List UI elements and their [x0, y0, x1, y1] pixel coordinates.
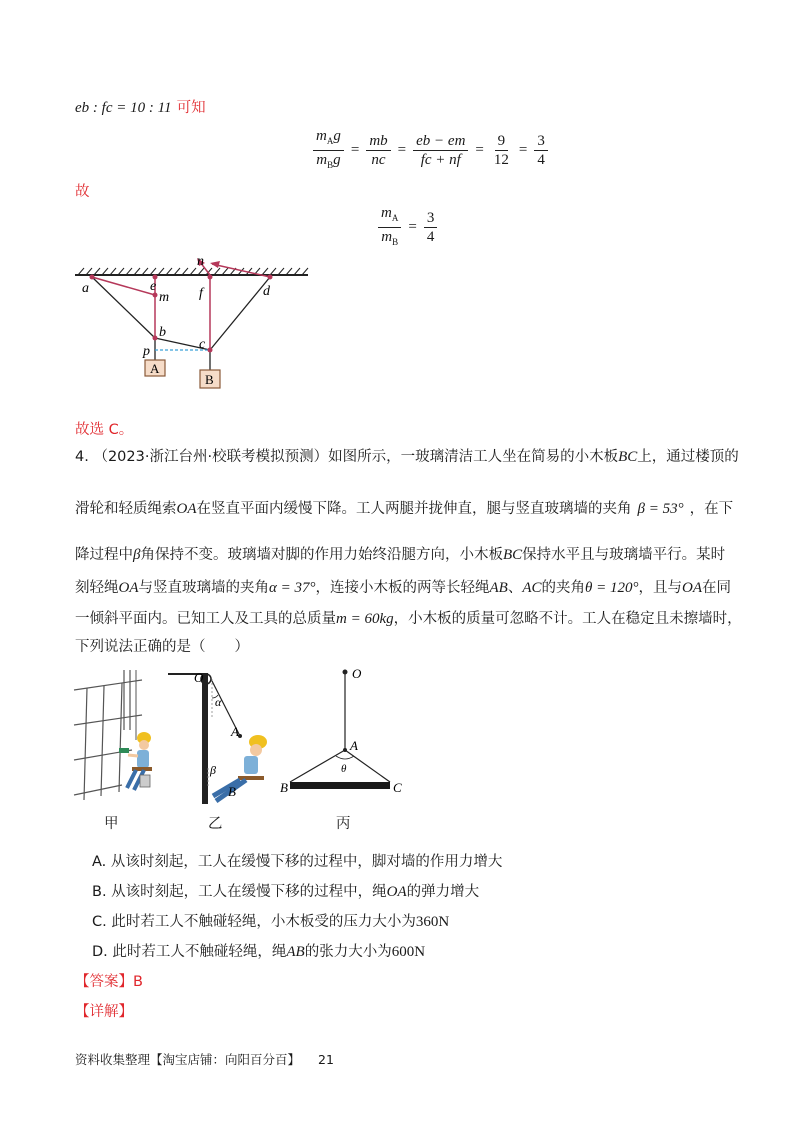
option-d-key: D.	[92, 944, 108, 960]
label-d: d	[263, 284, 270, 299]
detail-label: 【详解】	[75, 1004, 133, 1020]
ratio-expression: eb : fc = 10 : 11	[75, 100, 172, 116]
ratio-line	[75, 96, 206, 117]
yi-label-alpha: α	[215, 695, 222, 709]
fraction-result: $\frac{3}{4}$	[424, 210, 438, 245]
fraction-mb-nc: $\frac{mb}{nc}$	[366, 133, 390, 168]
fraction-segments: $\frac{eb - em}{fc + nf}$	[413, 133, 468, 168]
yi-label-beta: β	[210, 763, 216, 777]
question-line-4: 刻轻绳OA与竖直玻璃墙的夹角α = 37°，连接小木板的两等长轻绳AB、AC的夹角θ = 120°，且与OA在同	[75, 580, 731, 596]
option-b[interactable]: B. 从该时刻起，工人在缓慢下移的过程中，绳OA的弹力增大	[92, 884, 480, 900]
label-e: e	[150, 279, 157, 294]
figure-label-bing: 丙	[336, 816, 351, 832]
option-b-key: B.	[92, 884, 107, 900]
label-a: a	[82, 281, 89, 296]
option-d[interactable]: D. 此时若工人不触碰轻绳，绳AB的张力大小为600N	[92, 944, 426, 960]
label-c: c	[199, 337, 206, 352]
equation-mass-ratio: $\frac{m_Ag}{m_Bg}$ = $\frac{mb}{nc}$ = $\frac{eb - em}{fc + nf}$ = $\frac{9}{12}$ = $\frac{3}{4}$	[310, 128, 551, 173]
answer-label: 【答案】	[75, 974, 133, 990]
fraction-3-4: $\frac{3}{4}$	[534, 133, 548, 168]
question-number: 4.	[75, 449, 89, 465]
fraction-mA-mB: $\frac{m_A}{m_B}$	[378, 205, 401, 250]
figure-label-yi: 乙	[208, 816, 223, 832]
figure-bing	[280, 662, 410, 802]
question-line-3: 降过程中β角保持不变。玻璃墙对脚的作用力始终沿腿方向，小木板BC保持水平且与玻璃墙平行。某时	[75, 547, 726, 563]
option-a-key: A.	[92, 854, 107, 870]
bing-label-O: O	[352, 666, 362, 681]
yi-label-A: A	[231, 724, 239, 739]
option-a-text: 从该时刻起，工人在缓慢下移的过程中，脚对墙的作用力增大	[110, 854, 503, 870]
footer	[75, 1050, 334, 1068]
fraction-mass-weight: $\frac{m_Ag}{m_Bg}$	[313, 128, 344, 173]
bing-label-B: B	[280, 780, 288, 795]
option-a[interactable]	[92, 850, 502, 871]
figure-jia	[72, 670, 162, 810]
ratio-suffix: 可知	[176, 100, 206, 116]
label-block-A: A	[150, 361, 160, 376]
question-source: （2023·浙江台州·校联考模拟预测）	[93, 449, 329, 465]
label-p: p	[143, 344, 150, 359]
equation-result: $\frac{m_A}{m_B}$ = $\frac{3}{4}$	[375, 205, 440, 250]
label-n: n	[197, 254, 204, 269]
fraction-9-12: $\frac{9}{12}$	[493, 133, 509, 168]
question-line-5: 一倾斜平面内。已知工人及工具的总质量m = 60kg，小木板的质量可忽略不计。工人在稳定且未擦墙时，	[75, 611, 742, 627]
answer	[75, 970, 143, 991]
option-c[interactable]: C. 此时若工人不触碰轻绳，小木板受的压力大小为360N	[92, 914, 450, 930]
bing-label-C: C	[393, 780, 402, 795]
label-block-B: B	[205, 372, 214, 387]
answer-value: B	[133, 974, 143, 990]
question-line-2: 滑轮和轻质绳索OA在竖直平面内缓慢下降。工人两腿并拢伸直，腿与竖直玻璃墙的夹角 β = 53° ，在下	[75, 501, 734, 517]
gu-label: 故	[75, 184, 90, 200]
yi-label-O: O	[194, 670, 204, 685]
figure-label-jia: 甲	[104, 816, 119, 832]
pulley-diagram	[70, 250, 315, 400]
page-number: 21	[318, 1052, 334, 1067]
label-b: b	[159, 325, 166, 340]
conclusion: 故选 C。	[75, 422, 134, 438]
footer-text: 资料收集整理【淘宝店铺：向阳百分百】	[75, 1052, 301, 1067]
label-f: f	[199, 286, 203, 301]
figure-yi	[168, 668, 278, 813]
question-line-6: 下列说法正确的是（ ）	[75, 639, 249, 655]
bing-label-theta: θ	[341, 763, 347, 775]
question-line-1: 4. （2023·浙江台州·校联考模拟预测）如图所示，一玻璃清洁工人坐在简易的小木板BC上，通过楼顶的	[75, 449, 739, 465]
label-m: m	[159, 290, 170, 305]
option-c-key: C.	[92, 914, 107, 930]
bing-label-A: A	[350, 738, 358, 753]
yi-label-B: B	[228, 784, 236, 799]
